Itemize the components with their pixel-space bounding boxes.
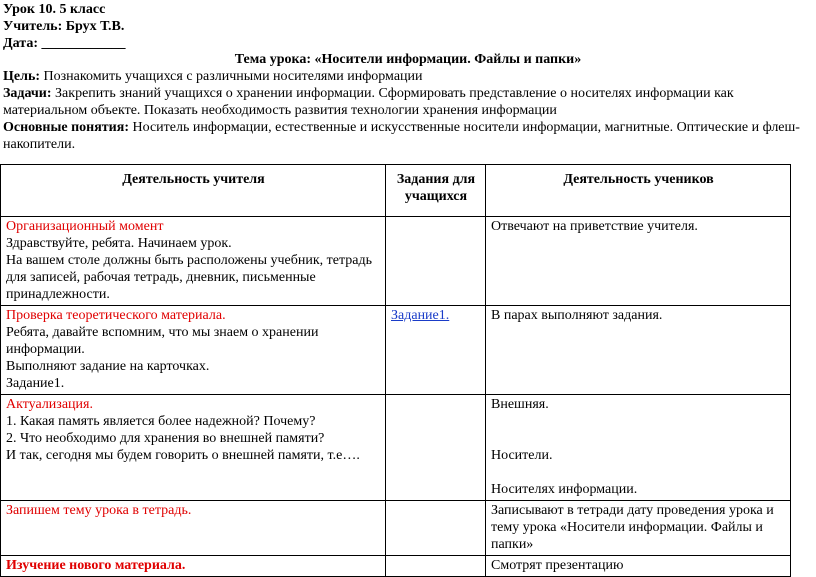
student-text: Отвечают на приветствие учителя. [491, 219, 698, 234]
header-student-tasks: Задания для учащихся [386, 165, 486, 217]
student-text: Носители. [491, 448, 553, 463]
table-row [1, 217, 791, 306]
teacher-text: 2. Что необходимо для хранения во внешней памяти? [6, 431, 325, 446]
lesson-title: Урок 10. 5 класс [3, 2, 106, 17]
student-text: Смотрят презентацию [491, 558, 624, 573]
table-header-row [1, 165, 791, 217]
student-text: Записывают в тетради дату проведения урока и тему урока «Носители информации. Файлы и папки» [491, 503, 774, 552]
lesson-topic: Тема урока: «Носители информации. Файлы и папки» [234, 52, 582, 67]
table-row [1, 556, 791, 577]
tasks-label: Задачи: [3, 86, 52, 101]
table-row [1, 395, 791, 501]
student-text: Носителях информации. [491, 482, 638, 497]
concepts-label: Основные понятия: [3, 120, 129, 135]
stage-title: Изучение нового материала. [6, 558, 186, 573]
concepts-text: Носитель информации, естественные и искусственные носители информации, магнитные. Оптические и флеш-накопители. [3, 120, 800, 152]
lesson-plan-table [0, 164, 791, 577]
students-cell [486, 306, 791, 395]
stage-title: Проверка теоретического материала. [6, 308, 226, 323]
teacher-name: Учитель: Брух Т.В. [3, 19, 125, 34]
goal-paragraph [3, 68, 811, 85]
teacher-text: На вашем столе должны быть расположены учебник, тетрадь для записей, рабочая тетрадь, дневник, письменные принадлежности. [6, 253, 372, 302]
teacher-cell [1, 501, 386, 556]
students-cell [486, 395, 791, 501]
stage-title: Актуализация. [6, 397, 93, 412]
students-cell [486, 501, 791, 556]
task-cell [386, 306, 486, 395]
table-row [1, 306, 791, 395]
stage-title: Запишем тему урока в тетрадь. [6, 503, 192, 518]
student-text: Внешняя. [491, 397, 549, 412]
students-cell [486, 556, 791, 577]
goal-label: Цель: [3, 69, 41, 84]
task-cell [386, 501, 486, 556]
tasks-paragraph [3, 85, 811, 119]
task-link[interactable]: Задание1. [391, 308, 450, 323]
teacher-text: Выполняют задание на карточках. [6, 359, 210, 374]
table-row [1, 501, 791, 556]
task-cell [386, 556, 486, 577]
teacher-text: 1. Какая память является более надежной? Почему? [6, 414, 316, 429]
students-cell [486, 217, 791, 306]
lesson-date: Дата: ____________ [3, 36, 126, 51]
teacher-cell [1, 395, 386, 501]
teacher-text: Задание1. [6, 376, 65, 391]
teacher-cell [1, 306, 386, 395]
tasks-text: Закрепить знаний учащихся о хранении информации. Сформировать представление о носителях информации как материальном объекте. Показать необходимость развития технологии хранения информации [3, 86, 734, 118]
teacher-text: И так, сегодня мы будем говорить о внешней памяти, т.е…. [6, 448, 360, 463]
task-cell [386, 217, 486, 306]
teacher-text: Здравствуйте, ребята. Начинаем урок. [6, 236, 232, 251]
stage-title: Организационный момент [6, 219, 164, 234]
header-student-activity: Деятельность учеников [486, 165, 791, 217]
task-cell [386, 395, 486, 501]
teacher-cell [1, 217, 386, 306]
concepts-paragraph [3, 119, 811, 153]
student-text: В парах выполняют задания. [491, 308, 663, 323]
teacher-text: Ребята, давайте вспомним, что мы знаем о хранении информации. [6, 325, 319, 357]
goal-text: Познакомить учащихся с различными носителями информации [40, 69, 423, 84]
teacher-cell [1, 556, 386, 577]
header-teacher-activity: Деятельность учителя [1, 165, 386, 217]
